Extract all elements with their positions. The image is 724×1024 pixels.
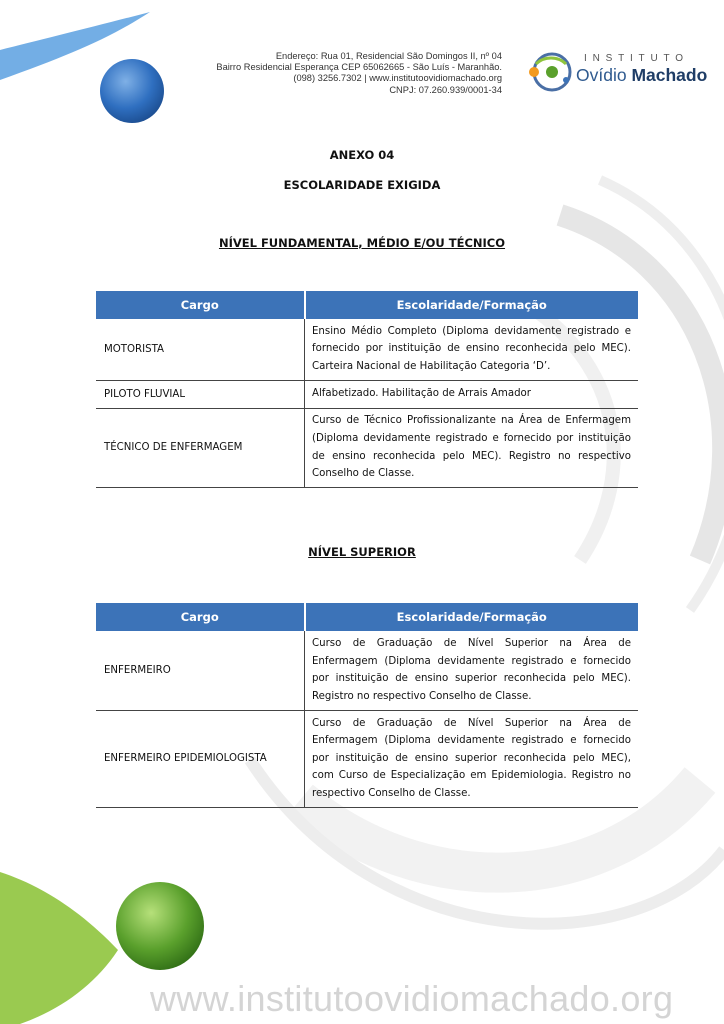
header-formacao: Escolaridade/Formação <box>305 291 639 319</box>
header-cargo: Cargo <box>96 291 305 319</box>
table-header-row <box>96 603 638 631</box>
table-row <box>96 710 638 807</box>
green-swoosh <box>0 872 118 1024</box>
cell-formacao: Curso de Graduação de Nível Superior na Área de Enfermagem (Diploma devidamente registrado e fornecido por instituição de ensino superior reconhecida pelo MEC), com Curso de Especialização em Epidemiologia. Registro no respectivo Conselho de Classe. <box>305 710 639 807</box>
institute-logo <box>524 50 708 94</box>
logo-name <box>576 65 707 86</box>
table-row <box>96 631 638 710</box>
cell-formacao: Curso de Graduação de Nível Superior na Área de Enfermagem (Diploma devidamente registrado e fornecido por instituição de ensino superior reconhecida pelo MEC). Registro no respectivo Conselho de Classe. <box>305 631 639 710</box>
address-line-3: (098) 3256.7302 | www.institutoovidiomachado.org <box>293 73 502 84</box>
cell-formacao: Ensino Médio Completo (Diploma devidamente registrado e fornecido por instituição de ensino reconhecida pelo MEC). Carteira Nacional de Habilitação Categoria ‘D’. <box>305 319 639 380</box>
table-row <box>96 319 638 380</box>
cell-cargo: ENFERMEIRO <box>96 631 305 710</box>
logo-top-text: INSTITUTO <box>584 53 689 64</box>
cell-formacao: Alfabetizado. Habilitação de Arrais Amador <box>305 380 639 408</box>
requirements-table-superior <box>96 603 638 808</box>
blue-sphere <box>100 59 164 123</box>
requirements-table-fundamental <box>96 291 638 488</box>
table-row <box>96 408 638 487</box>
document-subtitle: ESCOLARIDADE EXIGIDA <box>283 178 441 192</box>
cell-cargo: TÉCNICO DE ENFERMAGEM <box>96 408 305 487</box>
footer-website: www.institutoovidiomachado.org <box>150 978 674 1019</box>
logo-name-bold: Machado <box>631 65 708 85</box>
cell-cargo: ENFERMEIRO EPIDEMIOLOGISTA <box>96 710 305 807</box>
table-header-row <box>96 291 638 319</box>
cell-formacao: Curso de Técnico Profissionalizante na Área de Enfermagem (Diploma devidamente registrado e fornecido por instituição de ensino reconhecida pelo MEC). Registro no respectivo Conselho de Classe. <box>305 408 639 487</box>
green-sphere <box>116 882 204 970</box>
address-line-2: Bairro Residencial Esperança CEP 65062665 - São Luís - Maranhão. <box>216 62 502 73</box>
header-cargo: Cargo <box>96 603 305 631</box>
address-line-1: Endereço: Rua 01, Residencial São Domingos II, nº 04 <box>275 51 502 61</box>
header-address <box>216 51 502 96</box>
cell-cargo: MOTORISTA <box>96 319 305 380</box>
section-title-superior: NÍVEL SUPERIOR <box>308 545 416 559</box>
table-row <box>96 380 638 408</box>
logo-name-regular: Ovídio <box>576 65 627 85</box>
section-title-fundamental: NÍVEL FUNDAMENTAL, MÉDIO E/OU TÉCNICO <box>218 236 506 250</box>
logo-mark-icon <box>524 50 574 94</box>
header-formacao: Escolaridade/Formação <box>305 603 639 631</box>
address-line-4: CNPJ: 07.260.939/0001-34 <box>389 84 502 95</box>
cell-cargo: PILOTO FLUVIAL <box>96 380 305 408</box>
annex-title: ANEXO 04 <box>329 148 395 162</box>
blue-swoosh <box>0 12 150 80</box>
